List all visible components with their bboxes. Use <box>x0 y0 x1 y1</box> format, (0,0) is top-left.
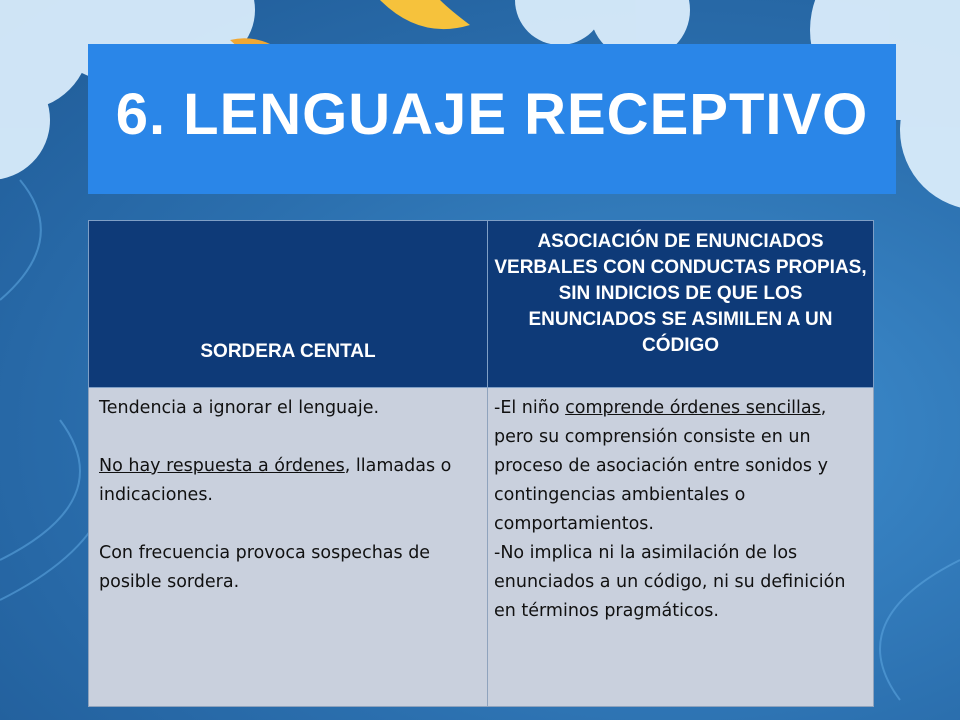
right-paragraph-2: -No implica ni la asimilación de los enunciados a un código, ni su definición en términos pragmáticos. <box>494 543 846 621</box>
right-underlined-text: comprende órdenes sencillas <box>565 398 821 418</box>
comparison-table <box>88 220 874 707</box>
left-paragraph-3: Con frecuencia provoca sospechas de posible sordera. <box>99 543 431 592</box>
title-bar <box>88 44 896 194</box>
table-header-row <box>89 221 874 388</box>
body-cell-left <box>89 388 488 707</box>
left-paragraph-2 <box>99 452 479 510</box>
moon-shape <box>380 0 470 29</box>
header-cell-right: ASOCIACIÓN DE ENUNCIADOS VERBALES CON CONDUCTAS PROPIAS, SIN INDICIOS DE QUE LOS ENUNCIADOS SE ASIMILEN A UN CÓDIGO <box>488 221 874 388</box>
right-paragraph-1 <box>494 394 867 539</box>
left-paragraph-2-rest: , llamadas o indicaciones. <box>99 456 452 505</box>
header-cell-left: SORDERA CENTAL <box>89 221 488 388</box>
left-underlined-text: No hay respuesta a órdenes <box>99 456 345 476</box>
right-paragraph-1-prefix: -El niño <box>494 398 566 418</box>
left-paragraph-1: Tendencia a ignorar el lenguaje. <box>99 398 380 418</box>
slide-title: 6. LENGUAJE RECEPTIVO <box>115 81 869 147</box>
body-cell-right <box>488 388 874 707</box>
table-row <box>89 388 874 707</box>
right-paragraph-1-rest: , pero su comprensión consiste en un proceso de asociación entre sonidos y contingencias ambientales o comportamientos. <box>494 398 828 534</box>
